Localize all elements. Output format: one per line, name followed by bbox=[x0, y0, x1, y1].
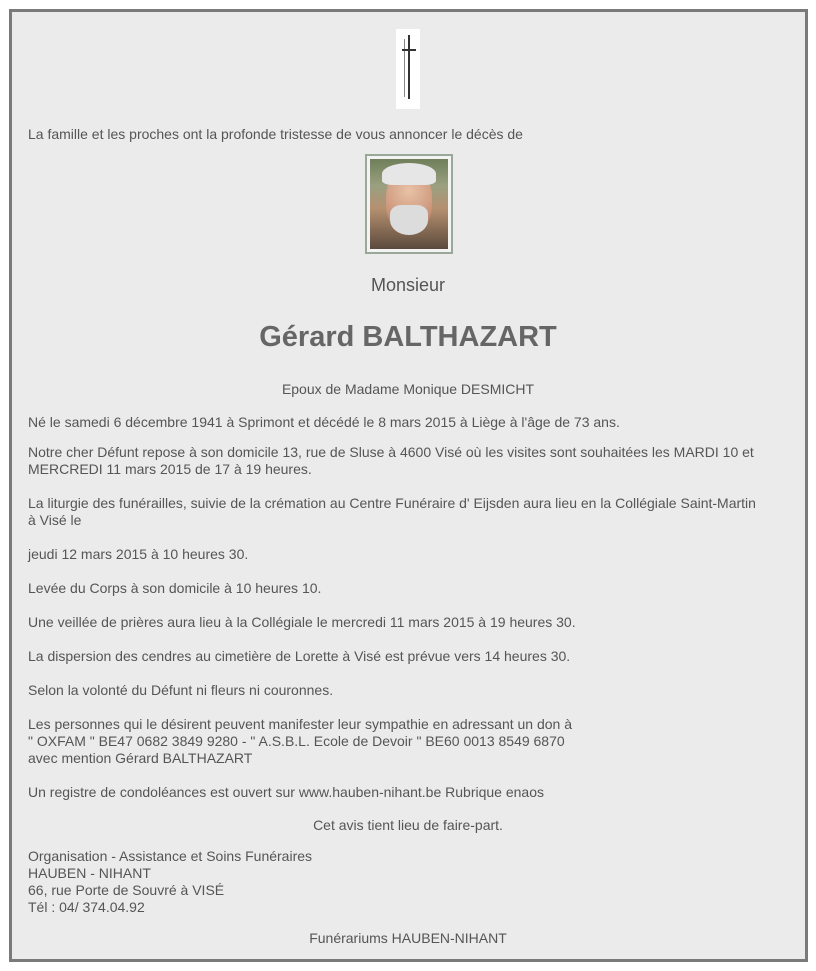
visits-line-2: MERCREDI 11 mars 2015 de 17 à 19 heures. bbox=[28, 461, 312, 477]
visits-line-1: Notre cher Défunt repose à son domicile 13, rue de Sluse à 4600 Visé où les visites sont souhaitées les MARDI 10 et bbox=[28, 444, 754, 460]
liturgy-line-1: La liturgie des funérailles, suivie de la crémation au Centre Funéraire d' Eijsden aura lieu en la Collégiale Saint-Martin bbox=[28, 495, 756, 511]
register-text: Un registre de condoléances est ouvert sur www.hauben-nihant.be Rubrique enaos bbox=[28, 784, 544, 800]
salutation: Monsieur bbox=[370, 275, 446, 295]
notice-text: Cet avis tient lieu de faire-part. bbox=[313, 817, 503, 833]
donation-line-2: " OXFAM " BE47 0682 3849 9280 - " A.S.B.L. Ecole de Devoir " BE60 0013 8549 6870 bbox=[28, 733, 565, 749]
cross-icon bbox=[396, 29, 420, 109]
portrait-photo bbox=[365, 154, 453, 254]
ashes-text: La dispersion des cendres au cimetière de Lorette à Visé est prévue vers 14 heures 30. bbox=[28, 648, 571, 664]
spouse-text: Epoux de Madame Monique DESMICHT bbox=[281, 381, 535, 397]
organisation-line-3: 66, rue Porte de Souvré à VISÉ bbox=[28, 882, 225, 898]
organisation-line-2: HAUBEN - NIHANT bbox=[28, 865, 151, 881]
flowers-text: Selon la volonté du Défunt ni fleurs ni couronnes. bbox=[28, 682, 334, 698]
vigil-text: Une veillée de prières aura lieu à la Collégiale le mercredi 11 mars 2015 à 19 heures 30. bbox=[28, 614, 576, 630]
obituary-frame bbox=[9, 9, 808, 962]
deceased-name: Gérard BALTHAZART bbox=[259, 321, 557, 353]
donation-line-3: avec mention Gérard BALTHAZART bbox=[28, 750, 253, 766]
levee-text: Levée du Corps à son domicile à 10 heures 10. bbox=[28, 580, 322, 596]
donation-line-1: Les personnes qui le désirent peuvent manifester leur sympathie en adressant un don à bbox=[28, 716, 573, 732]
organisation-phone: Tél : 04/ 374.04.92 bbox=[28, 899, 145, 915]
birth-death-text: Né le samedi 6 décembre 1941 à Sprimont et décédé le 8 mars 2015 à Liège à l'âge de 73 ans. bbox=[28, 414, 620, 430]
intro-text: La famille et les proches ont la profonde tristesse de vous annoncer le décès de bbox=[28, 126, 523, 142]
footer-text: Funérariums HAUBEN-NIHANT bbox=[309, 930, 507, 946]
liturgy-date: jeudi 12 mars 2015 à 10 heures 30. bbox=[28, 546, 249, 562]
organisation-line-1: Organisation - Assistance et Soins Funéraires bbox=[28, 848, 313, 864]
liturgy-line-2: à Visé le bbox=[28, 512, 82, 528]
